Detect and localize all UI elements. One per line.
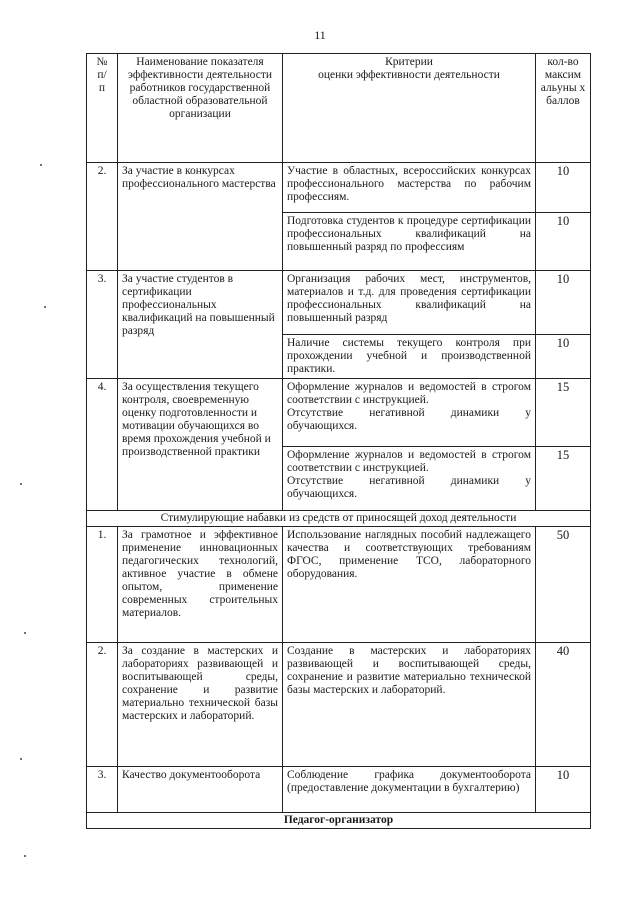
criteria-cell: Подготовка студентов к процедуре сертификации профессиональных квалификаций на повышенный разряд по профессиям	[283, 213, 536, 271]
table-row	[87, 527, 591, 643]
header-name: Наименование показателя эффективности деятельности работников государственной областной образовательной организации	[118, 54, 283, 163]
points-cell: 15	[536, 379, 591, 447]
section-row	[87, 813, 591, 829]
scan-speck	[44, 306, 46, 308]
criteria-cell	[283, 379, 536, 447]
criteria-cell: Участие в областных, всероссийских конкурсах профессионального мастерства по рабочим профессиям.	[283, 163, 536, 213]
row-num: 3.	[87, 271, 118, 379]
criteria-line: Оформление журналов и ведомостей в строгом соответствии с инструкцией.	[287, 381, 531, 406]
row-name: За участие студентов в сертификации профессиональных квалификаций на повышенный разряд	[118, 271, 283, 379]
row-name: За участие в конкурсах профессионального мастерства	[118, 163, 283, 271]
table-row	[87, 271, 591, 335]
criteria-cell	[283, 447, 536, 511]
table-row	[87, 379, 591, 447]
scan-speck	[24, 632, 26, 634]
row-num: 2.	[87, 163, 118, 271]
row-num: 2.	[87, 643, 118, 767]
section-title: Стимулирующие набавки из средств от приносящей доход деятельности	[87, 511, 591, 527]
points-cell: 10	[536, 163, 591, 213]
criteria-cell: Создание в мастерских и лабораториях развивающей и воспитывающей среды, сохранение и развитие материально технической базы мастерских и лабораторий.	[283, 643, 536, 767]
row-num: 3.	[87, 767, 118, 813]
scan-speck	[20, 483, 22, 485]
points-cell: 40	[536, 643, 591, 767]
scan-speck	[40, 164, 42, 166]
scan-speck	[24, 855, 26, 857]
row-num: 1.	[87, 527, 118, 643]
table-row	[87, 643, 591, 767]
points-cell: 50	[536, 527, 591, 643]
row-name: За грамотное и эффективное применение инновационных педагогических технологий, активное участие в обмене опытом, применение современных строительных материалов.	[118, 527, 283, 643]
points-cell: 10	[536, 335, 591, 379]
section-row	[87, 511, 591, 527]
footer-section-title: Педагог-организатор	[87, 813, 591, 829]
points-cell: 10	[536, 271, 591, 335]
row-name: За осуществления текущего контроля, своевременную оценку подготовленности и мотивации обучающихся во время прохождения учебной и производственной практики	[118, 379, 283, 511]
table-row	[87, 163, 591, 213]
criteria-line: Отсутствие негативной динамики у обучающихся.	[287, 407, 531, 432]
scan-speck	[20, 758, 22, 760]
criteria-table	[86, 53, 591, 829]
points-cell: 10	[536, 767, 591, 813]
criteria-cell: Наличие системы текущего контроля при прохождении учебной и производственной практики.	[283, 335, 536, 379]
page-number: 11	[314, 28, 326, 42]
table-row	[87, 767, 591, 813]
criteria-line: Оформление журналов и ведомостей в строгом соответствии с инструкцией.	[287, 449, 531, 474]
points-cell: 10	[536, 213, 591, 271]
criteria-cell: Использование наглядных пособий надлежащего качества и соответствующих требованиям ФГОС, применение ТСО, лабораторного оборудования.	[283, 527, 536, 643]
points-cell: 15	[536, 447, 591, 511]
table-header-row	[87, 54, 591, 163]
row-name: За создание в мастерских и лабораториях развивающей и воспитывающей среды, сохранение и развитие материально технической базы мастерских и лабораторий.	[118, 643, 283, 767]
row-num: 4.	[87, 379, 118, 511]
criteria-cell: Организация рабочих мест, инструментов, материалов и т.д. для проведения сертификации профессиональных квалификаций на повышенный разряд	[283, 271, 536, 335]
header-points: кол-во максим альуны х баллов	[536, 54, 591, 163]
criteria-cell: Соблюдение графика документооборота (предоставление документации в бухгалтерию)	[283, 767, 536, 813]
criteria-line: Отсутствие негативной динамики у обучающихся.	[287, 475, 531, 500]
header-num: № п/ п	[87, 54, 118, 163]
row-name: Качество документооборота	[118, 767, 283, 813]
header-criteria: Критерии оценки эффективности деятельности	[283, 54, 536, 163]
